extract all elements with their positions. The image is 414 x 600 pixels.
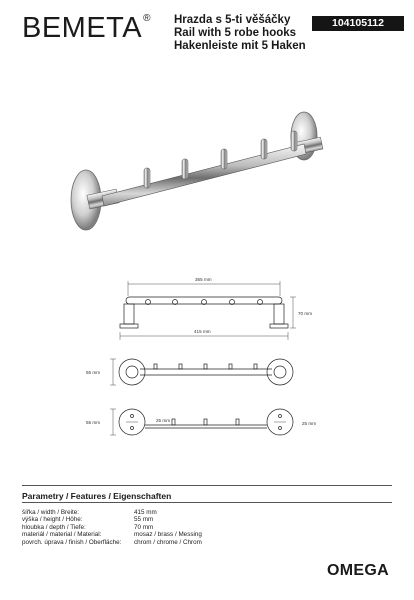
divider-top [22, 485, 392, 486]
dim-rose-right-label: 25 mm [302, 421, 317, 426]
spec-row-finish [22, 539, 202, 546]
features-heading: Parametry / Features / Eigenschaften [22, 491, 172, 501]
spec-row-material [22, 531, 202, 538]
dim-height-back-label: 55 mm [86, 420, 101, 425]
series-name: OMEGA [327, 562, 389, 579]
product-photo [58, 110, 348, 240]
registered-mark: ® [143, 13, 151, 24]
front-view [120, 277, 312, 340]
spec-row-width [22, 509, 202, 516]
title-en: Rail with 5 robe hooks [174, 27, 297, 39]
spec-label: výška / height / Höhe: [22, 516, 83, 524]
brand-logo-text: BEMETA [22, 12, 143, 44]
dim-height-front-label: 55 mm [86, 370, 101, 375]
hook-2 [182, 159, 188, 179]
spec-label: hloubka / depth / Tiefe: [22, 523, 86, 531]
product-code-badge: 104105112 [312, 16, 404, 31]
spec-table [22, 509, 202, 546]
dim-inner-label: 365 mm [195, 277, 212, 282]
dim-rose-left-label: 25 mm [156, 418, 171, 423]
hook-4 [261, 139, 267, 159]
spec-label: povrch. úprava / finish / Oberfläche: [22, 538, 122, 546]
divider-bottom [22, 502, 392, 503]
hook-5 [291, 131, 297, 151]
spec-value: chrom / chrome / Chrom [134, 538, 202, 546]
spec-value: 415 mm [134, 509, 157, 516]
top-view [86, 359, 293, 385]
spec-label: materiál / material / Material: [22, 531, 102, 539]
spec-row-depth [22, 524, 202, 531]
product-titles [174, 14, 306, 53]
dim-total-label: 415 mm [194, 329, 211, 334]
spec-value: 70 mm [134, 523, 154, 531]
back-view [86, 409, 316, 435]
spec-value: 55 mm [134, 516, 154, 524]
spec-value: mosaz / brass / Messing [134, 531, 202, 539]
spec-label: šířka / width / Breite: [22, 509, 80, 516]
rail-bar [102, 144, 306, 206]
hook-3 [221, 149, 227, 169]
spec-row-height [22, 516, 202, 523]
title-cz: Hrazda s 5-ti věšáčky [174, 14, 291, 26]
hook-1 [144, 168, 150, 188]
title-de: Hakenleiste mit 5 Haken [174, 40, 306, 52]
technical-drawing [80, 270, 330, 455]
brand-logo [22, 14, 151, 43]
dim-depth-label: 70 mm [298, 311, 313, 316]
